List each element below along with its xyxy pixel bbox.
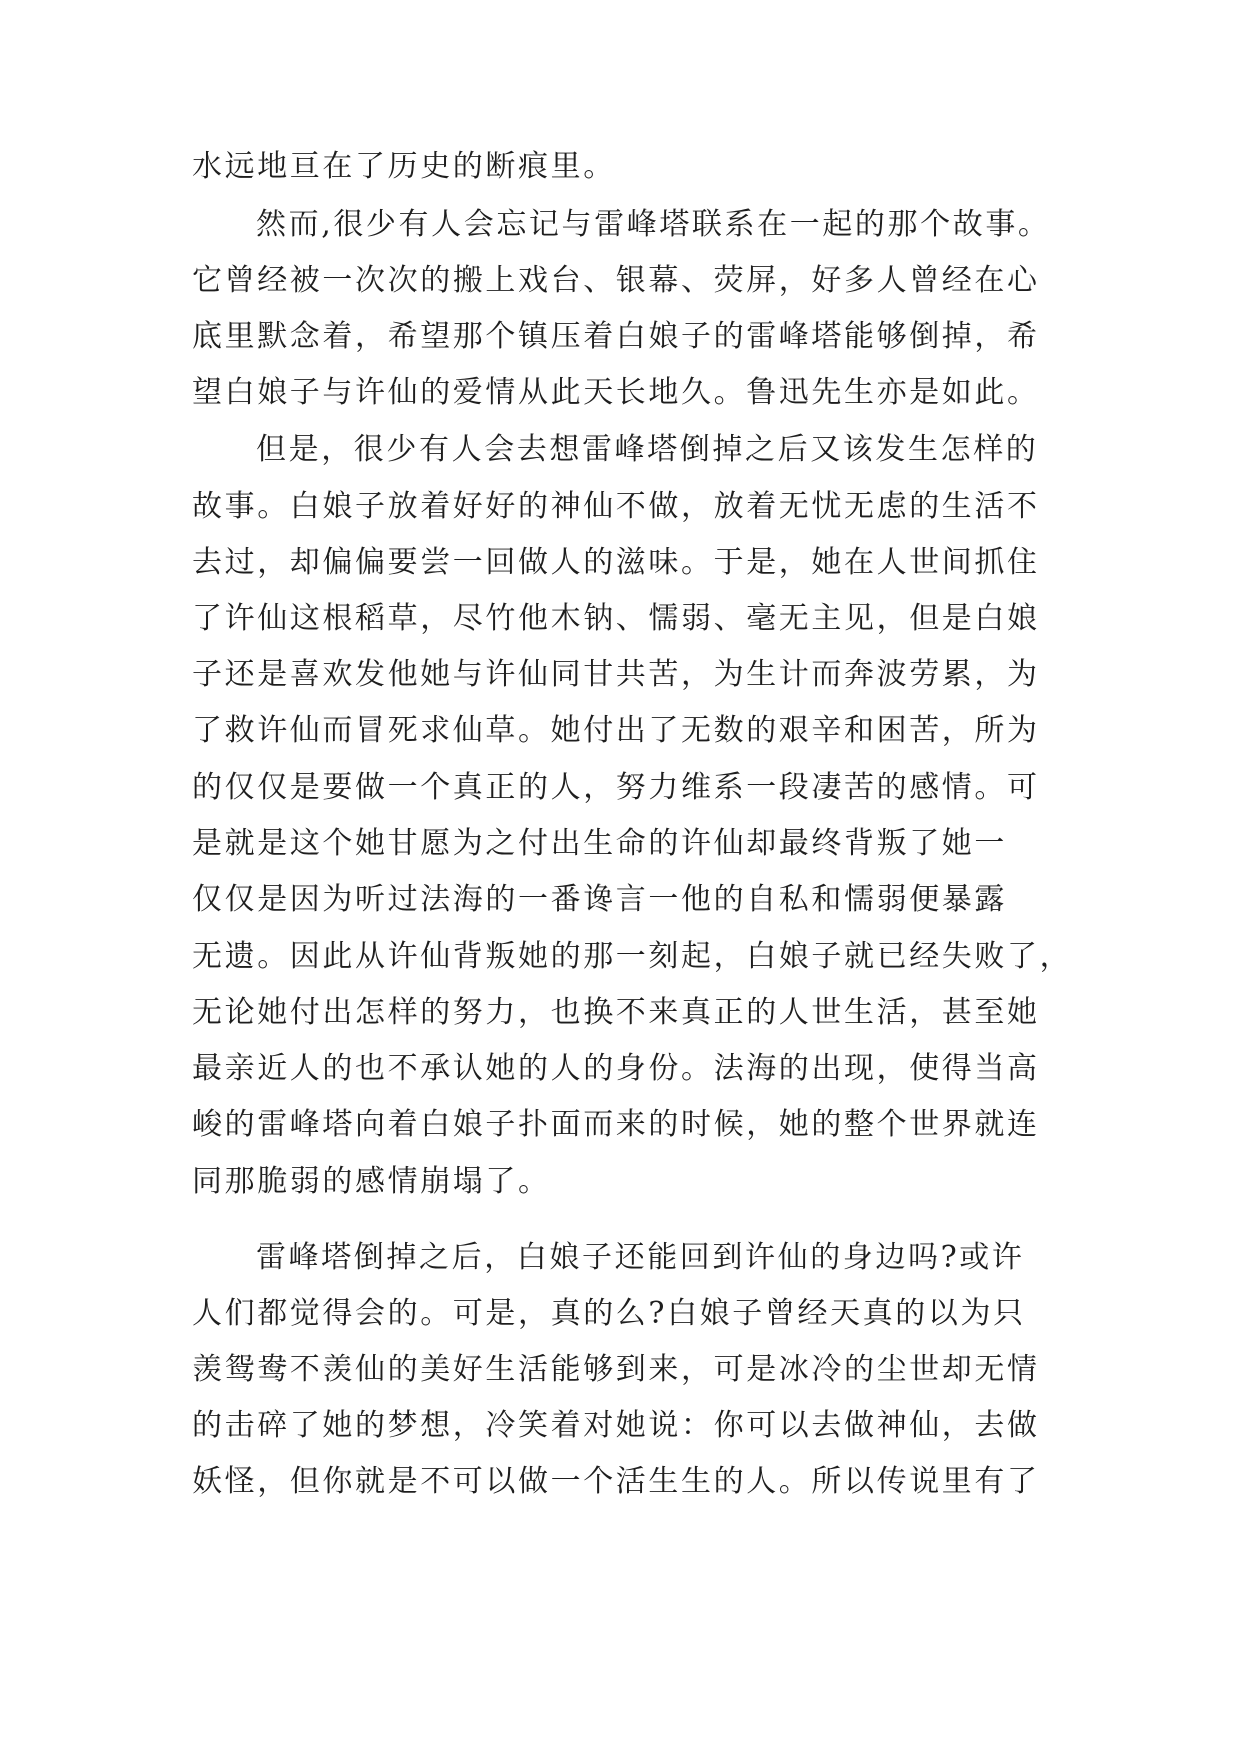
text-line: 了许仙这根稻草，尽竹他木钠、懦弱、毫无主见，但是白娘 bbox=[192, 601, 1040, 636]
text-line: 最亲近人的也不承认她的人的身份。法海的出现，使得当高 bbox=[192, 1051, 1040, 1086]
text-line: 无遗。因此从许仙背叛她的那一刻起，白娘子就已经失败了， bbox=[192, 939, 1073, 974]
text-line: 妖怪，但你就是不可以做一个活生生的人。所以传说里有了 bbox=[192, 1464, 1040, 1499]
text-line: 峻的雷峰塔向着白娘子扑面而来的时候，她的整个世界就连 bbox=[192, 1107, 1040, 1142]
text-line: 望白娘子与许仙的爱情从此天长地久。鲁迅先生亦是如此。 bbox=[192, 375, 1040, 410]
text-line: 羡鸳鸯不羡仙的美好生活能够到来，可是冰冷的尘世却无情 bbox=[192, 1352, 1040, 1387]
text-line: 水远地亘在了历史的断痕里。 bbox=[192, 149, 616, 184]
text-line: 同那脆弱的感情崩塌了。 bbox=[192, 1164, 551, 1199]
text-line: 的击碎了她的梦想，冷笑着对她说：你可以去做神仙，去做 bbox=[192, 1408, 1040, 1443]
text-line: 了救许仙而冒死求仙草。她付出了无数的艰辛和困苦，所为 bbox=[192, 713, 1040, 748]
text-line: 去过，却偏偏要尝一回做人的滋味。于是，她在人世间抓住 bbox=[192, 545, 1040, 580]
text-line: 仅仅是因为听过法海的一番谗言一他的自私和懦弱便暴露 bbox=[192, 882, 1007, 917]
text-line: 然而,很少有人会忘记与雷峰塔联系在一起的那个故事。 bbox=[256, 207, 1051, 242]
text-line: 人们都觉得会的。可是，真的么?白娘子曾经天真的以为只 bbox=[192, 1296, 1026, 1331]
text-line: 是就是这个她甘愿为之付出生命的许仙却最终背叛了她一 bbox=[192, 826, 1007, 861]
text-line: 的仅仅是要做一个真正的人，努力维系一段凄苦的感情。可 bbox=[192, 770, 1040, 805]
text-line: 子还是喜欢发他她与许仙同甘共苦，为生计而奔波劳累，为 bbox=[192, 657, 1040, 692]
text-line: 无论她付出怎样的努力，也换不来真正的人世生活，甚至她 bbox=[192, 995, 1040, 1030]
text-line: 故事。白娘子放着好好的神仙不做，放着无忧无虑的生活不 bbox=[192, 489, 1040, 524]
text-line: 它曾经被一次次的搬上戏台、银幕、荧屏，好多人曾经在心 bbox=[192, 263, 1040, 298]
text-line: 雷峰塔倒掉之后，白娘子还能回到许仙的身边吗?或许 bbox=[256, 1240, 1025, 1275]
text-line: 但是，很少有人会去想雷峰塔倒掉之后又该发生怎样的 bbox=[256, 432, 1039, 467]
text-line: 底里默念着，希望那个镇压着白娘子的雷峰塔能够倒掉，希 bbox=[192, 319, 1040, 354]
